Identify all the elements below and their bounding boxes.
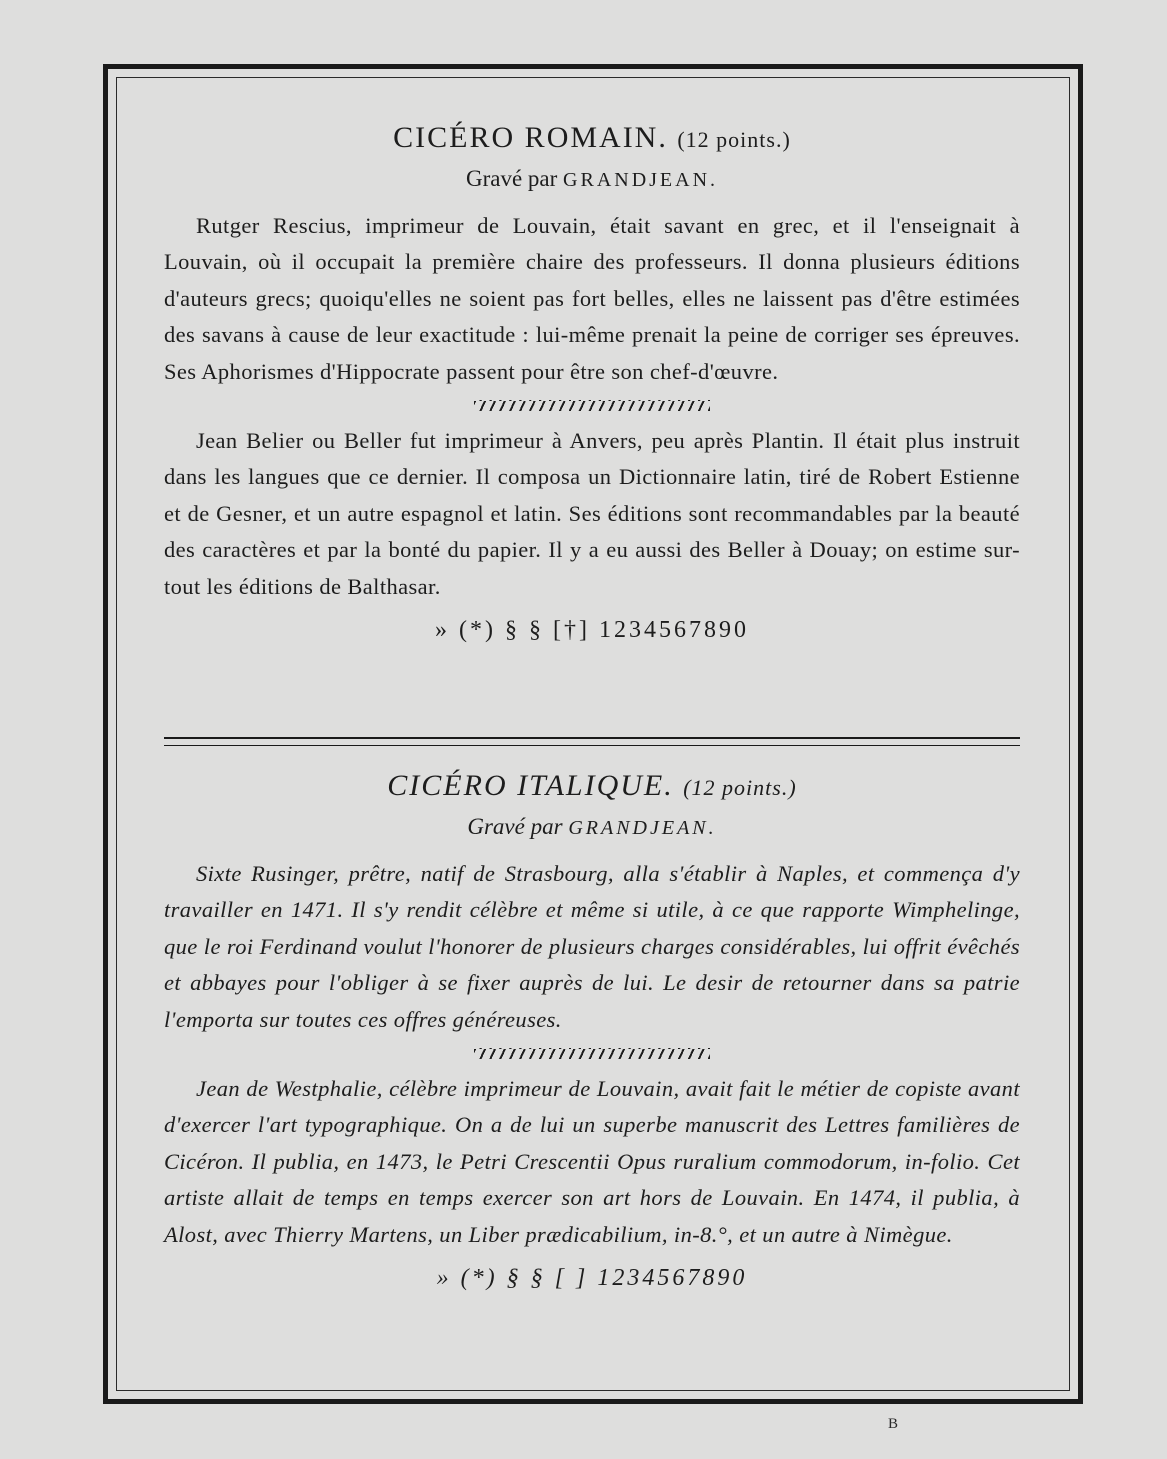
section-title xyxy=(164,119,1020,159)
title-text: CICÉRO ITALIQUE. xyxy=(387,769,674,802)
ornament-divider xyxy=(474,400,710,411)
signature-mark: B xyxy=(888,1416,899,1432)
title-points: (12 points.) xyxy=(677,127,791,152)
paragraph-rusinger: Sixte Rusinger, prêtre, natif de Strasbourg, alla s'établir à Naples, et commença d'y travailler en 1471. Il s'y rendit célèbre et même si utile, à ce que rapporte Wimphelinge, que le roi Ferdinand voulut l'honorer de plusieurs charges considérables, lui offrit évêchés et abbayes pour l'obliger à se fixer auprès de lui. Le desir de retourner dans sa patrie l'emporta sur toutes ces offres généreuses. xyxy=(164,861,1020,1032)
engraver-name: GRANDJEAN. xyxy=(563,169,719,191)
engraver-line xyxy=(164,163,1020,196)
section-separator-rule xyxy=(164,737,1020,746)
engraver-name: GRANDJEAN. xyxy=(568,817,717,839)
section-title xyxy=(164,767,1020,807)
section-cicero-italique xyxy=(164,767,1020,1295)
engraver-line xyxy=(164,811,1020,844)
section-cicero-romain xyxy=(164,119,1020,647)
title-points: (12 points.) xyxy=(683,775,797,800)
engraver-prefix: Gravé par xyxy=(467,814,563,839)
page-border-outer xyxy=(103,64,1083,1404)
numerals-specimen: » (*) § § [†] 1234567890 xyxy=(435,617,749,644)
ornament-divider xyxy=(474,1048,710,1059)
title-text: CICÉRO ROMAIN. xyxy=(393,121,668,154)
paragraph-belier: Jean Belier ou Beller fut imprimeur à Anvers, peu après Plantin. Il était plus instruit dans les langues que ce dernier. Il composa un Dictionnaire latin, tiré de Robert Estienne et de Gesner, et un autre espagnol et latin. Ses éditions sont recommandables par la beauté des caractères et par la bonté du papier. Il y a eu aussi des Beller à Douay; on estime sur-tout les éditions de Balthasar. xyxy=(164,428,1020,599)
engraver-prefix: Gravé par xyxy=(465,166,558,191)
numerals-specimen: » (*) § § [ ] 1234567890 xyxy=(436,1265,748,1292)
paragraph-rescius: Rutger Rescius, imprimeur de Louvain, était savant en grec, et il l'enseignait à Louvain, où il occupait la première chaire des professeurs. Il donna plusieurs éditions d'auteurs grecs; quoiqu'elles ne soient pas fort belles, elles ne laissent pas d'être estimées des savans à cause de leur exactitude : lui-même prenait la peine de corriger ses épreuves. Ses Aphorismes d'Hippocrate passent pour être son chef-d'œuvre. xyxy=(164,213,1020,384)
paragraph-westphalie: Jean de Westphalie, célèbre imprimeur de Louvain, avait fait le métier de copiste avant d'exercer l'art typographique. On a de lui un superbe manuscrit des Lettres familières de Cicéron. Il publia, en 1473, le Petri Crescentii Opus ruralium commodorum, in-folio. Cet artiste allait de temps en temps exercer son art hors de Louvain. En 1474, il publia, à Alost, avec Thierry Martens, un Liber prædicabilium, in-8.°, et un autre à Nimègue. xyxy=(164,1076,1020,1247)
